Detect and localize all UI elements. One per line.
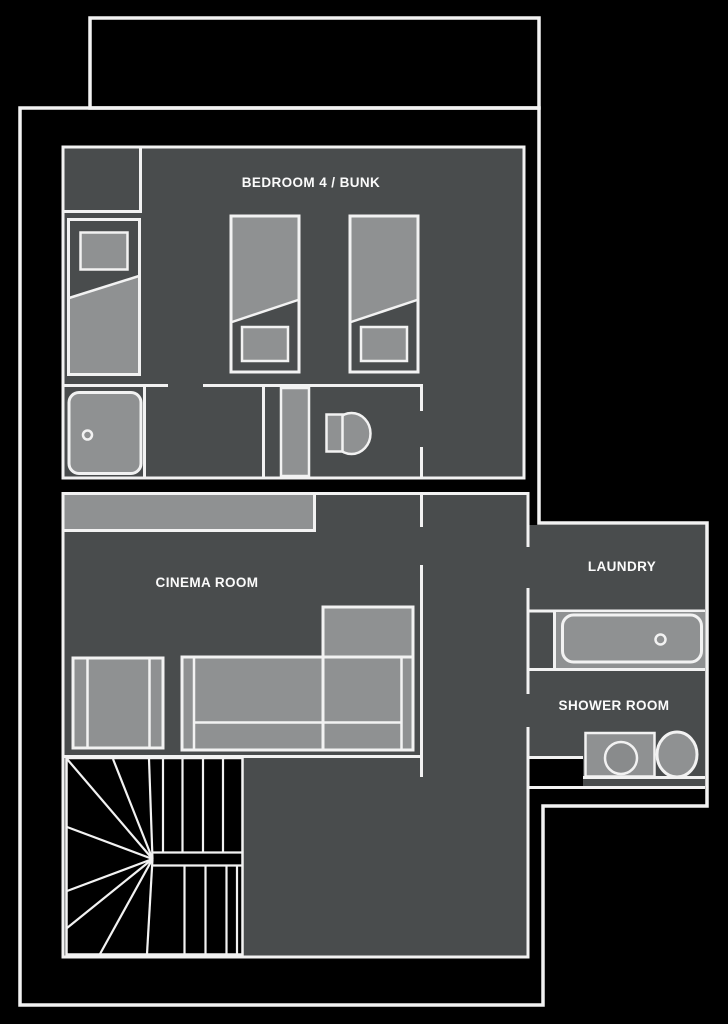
bedroom4-block: [63, 147, 524, 478]
single-bed-right: [350, 216, 418, 372]
single-bed-middle: [231, 216, 299, 372]
upper-void-outline: [90, 18, 539, 108]
washbasin-icon: [605, 742, 637, 774]
media-cupboard: [65, 495, 315, 529]
toilet-shower-room: [657, 732, 697, 777]
pillow: [361, 327, 407, 361]
pillow: [242, 327, 288, 361]
laundry-label: LAUNDRY: [587, 559, 657, 574]
laundry-door-opening: [522, 547, 534, 588]
cinema-room-label: CINEMA ROOM: [155, 575, 259, 590]
cinema-room-block: [63, 494, 528, 958]
armchair: [73, 658, 163, 748]
service-void: [527, 759, 583, 787]
shower-room-label: SHOWER ROOM: [558, 698, 670, 713]
pillow: [81, 233, 128, 270]
shower-tray: [69, 393, 141, 474]
toilet-cistern: [327, 415, 343, 452]
bedroom4-label: BEDROOM 4 / BUNK: [241, 175, 381, 190]
winder-staircase: [67, 758, 243, 955]
door-leaf: [281, 388, 309, 476]
stair-well: [67, 758, 243, 955]
shower-door-opening: [522, 694, 534, 727]
bathtub: [563, 615, 702, 662]
